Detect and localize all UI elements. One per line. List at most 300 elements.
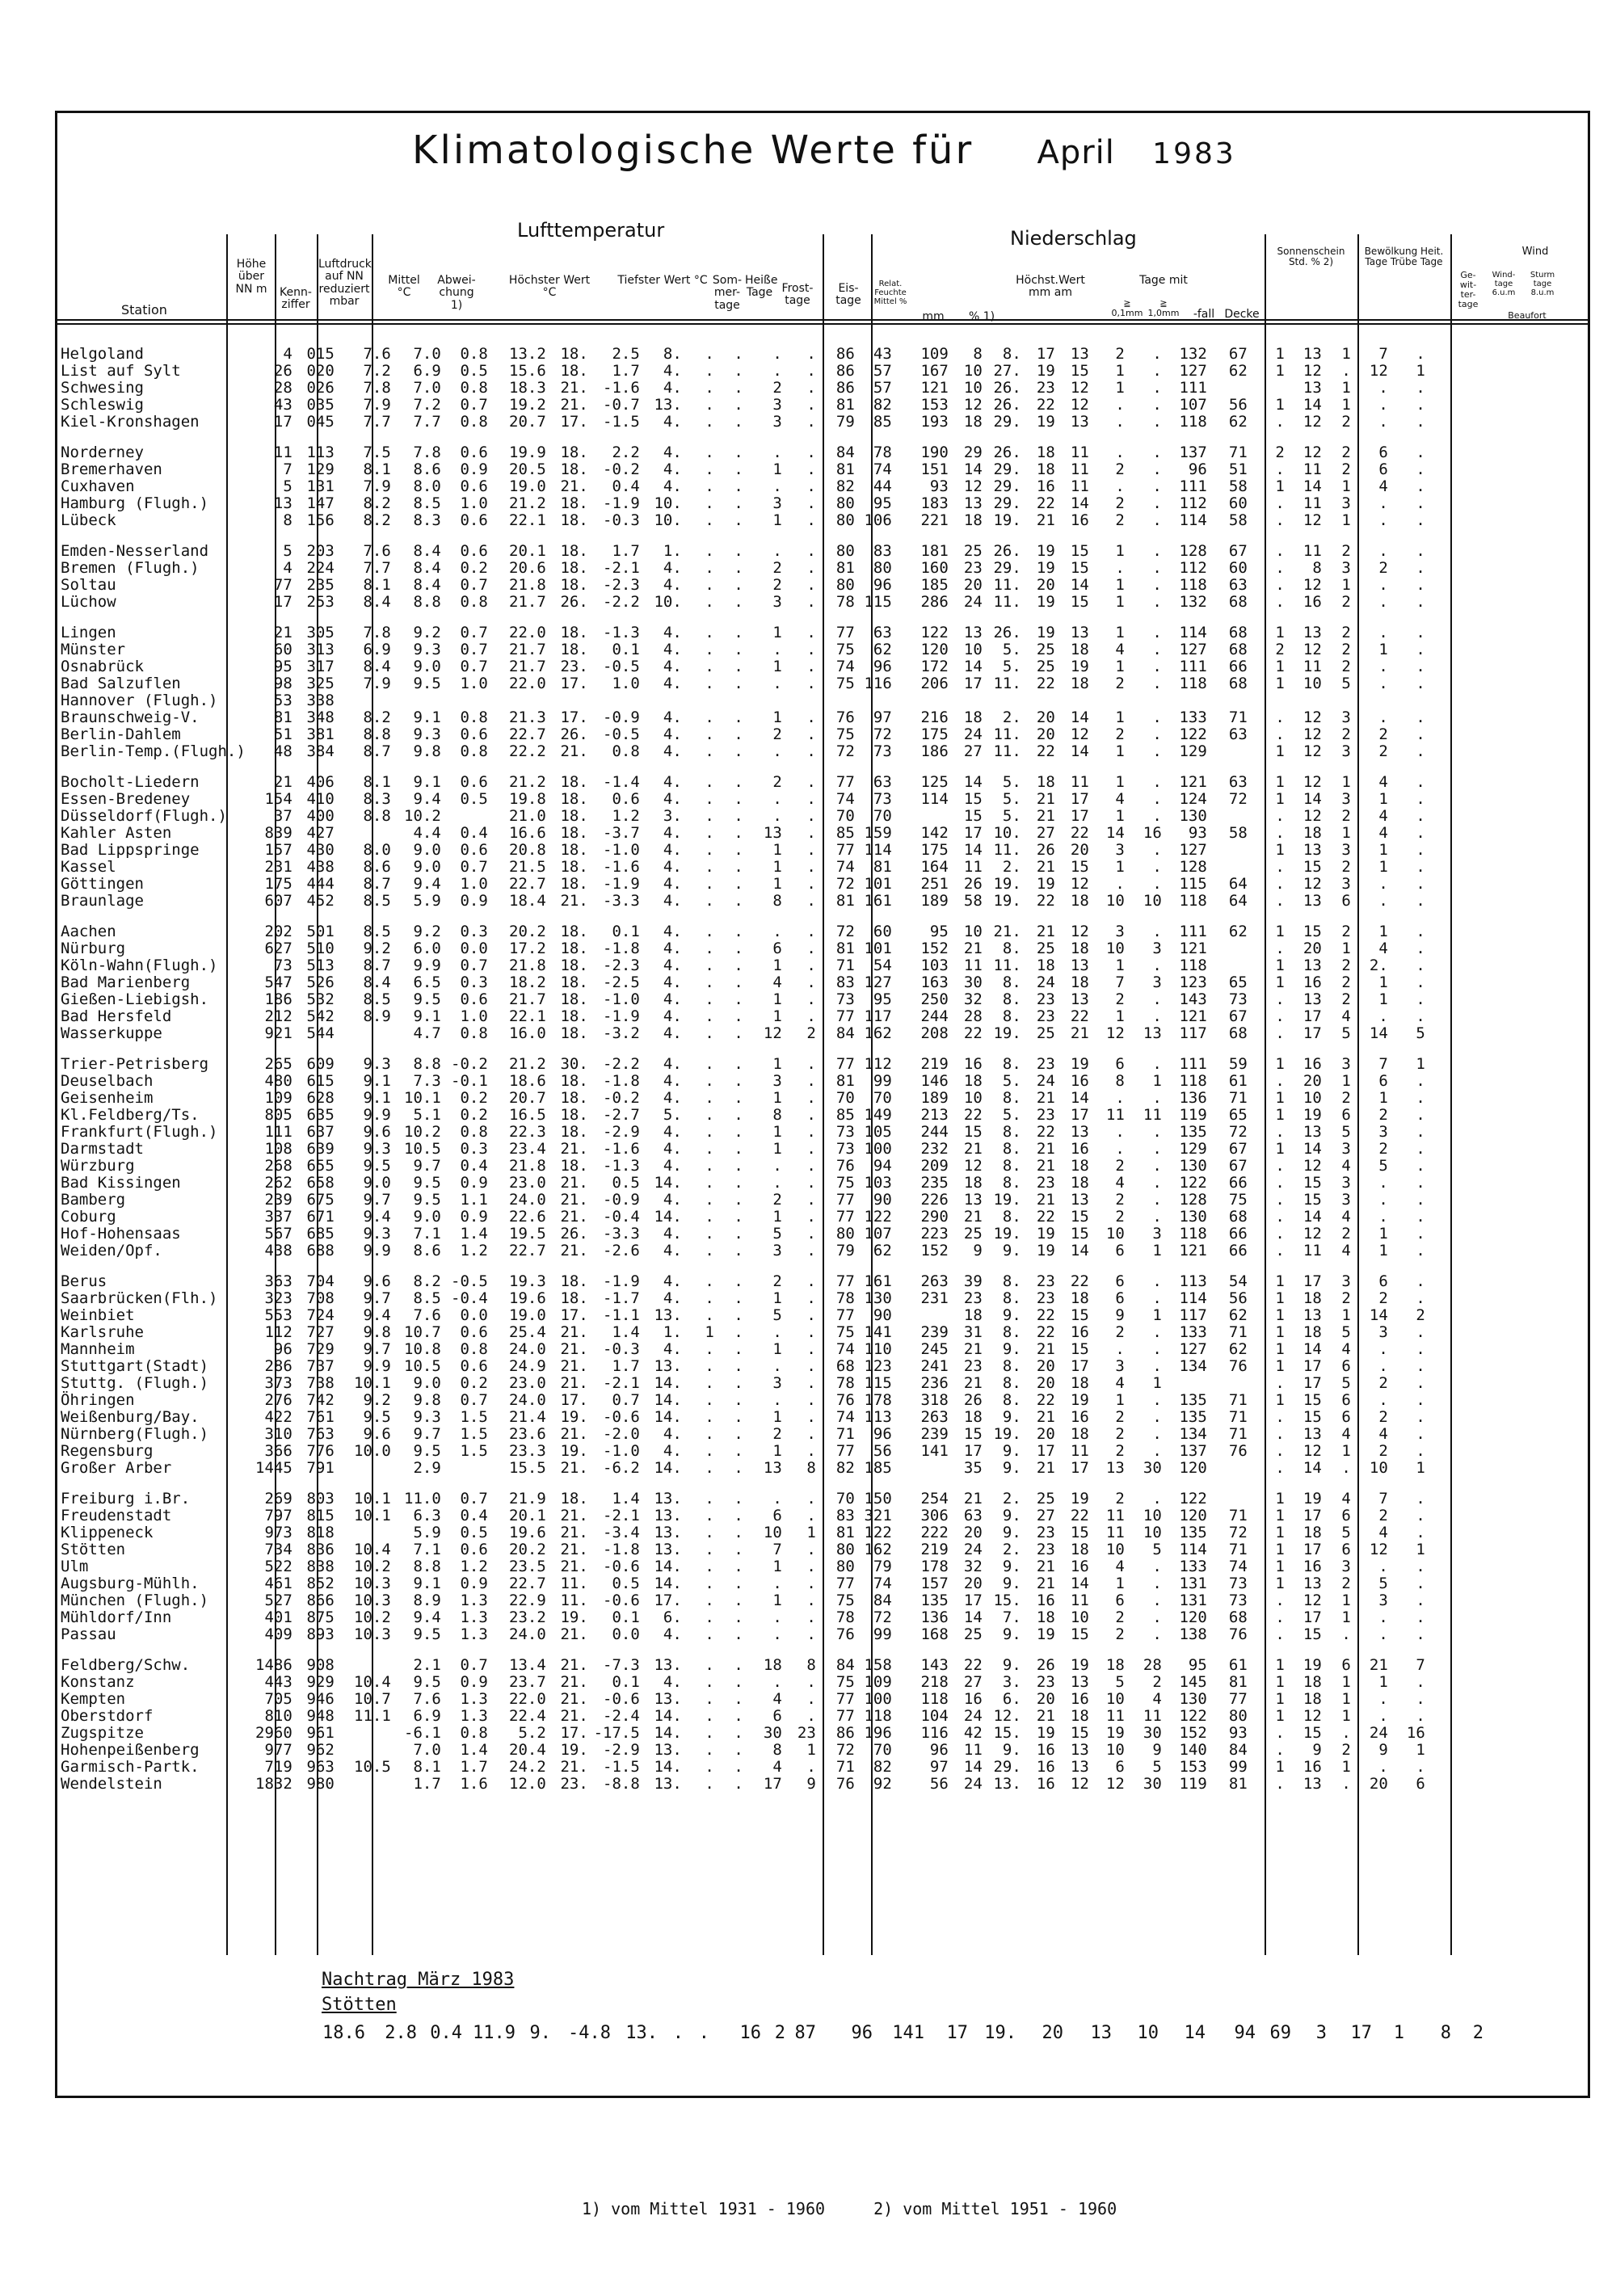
station-name: Lingen <box>61 624 116 641</box>
table-cell: 9.5 <box>413 990 441 1008</box>
table-cell: 12 <box>1070 875 1089 893</box>
table-cell: 6.9 <box>413 362 441 380</box>
table-cell: . <box>1152 542 1162 560</box>
table-cell: 14 <box>1070 1242 1089 1259</box>
table-cell: 22.0 <box>509 675 546 692</box>
station-name: Kl.Feldberg/Ts. <box>61 1106 200 1124</box>
table-cell: . <box>734 444 743 461</box>
table-cell: 5 <box>1378 1157 1388 1175</box>
table-cell: 4. <box>663 1225 682 1243</box>
table-cell: 100 <box>864 1690 892 1708</box>
table-cell: 19. <box>560 1442 588 1460</box>
table-cell: 607 <box>264 892 292 910</box>
table-cell: 8. <box>1002 990 1021 1008</box>
table-row <box>61 594 1425 611</box>
table-cell: 3 <box>1341 875 1351 893</box>
table-cell: 9.5 <box>413 1442 441 1460</box>
table-cell: . <box>806 1191 816 1209</box>
table-cell: 977 <box>264 1741 292 1759</box>
table-cell: 262 <box>264 1174 292 1192</box>
table-cell: . <box>772 477 782 495</box>
table-cell: . <box>1275 593 1285 611</box>
table-cell: 58 <box>1228 511 1248 529</box>
table-cell: 20 <box>963 576 983 594</box>
table-cell: 6.0 <box>413 940 441 957</box>
table-cell <box>983 692 1021 709</box>
table-cell: . <box>772 790 782 808</box>
table-row <box>61 461 1425 478</box>
table-cell: 3 <box>772 1072 782 1090</box>
table-cell: 0.0 <box>460 1306 488 1324</box>
table-cell: 12 <box>1302 742 1322 760</box>
table-cell: . <box>806 824 816 842</box>
climate-table <box>61 346 1425 1793</box>
table-cell: 19 <box>1302 1490 1322 1508</box>
station-name: Coburg <box>61 1208 116 1226</box>
table-cell: 2 <box>1341 725 1351 743</box>
table-cell: . <box>1378 892 1388 910</box>
table-cell: . <box>1152 807 1162 825</box>
table-cell: 75 <box>835 1174 855 1192</box>
table-cell: 99 <box>1228 1758 1248 1776</box>
table-cell: 15 <box>1302 1625 1322 1643</box>
table-cell: 21 <box>1036 923 1055 940</box>
table-cell: . <box>1416 1157 1425 1175</box>
station-name: Hamburg (Flugh.) <box>61 494 209 512</box>
table-cell: 317 <box>306 658 335 675</box>
table-cell: 4. <box>663 1272 682 1290</box>
table-cell: 13.2 <box>509 345 546 363</box>
table-cell: 0.1 <box>612 641 640 658</box>
table-cell: 4. <box>663 641 682 658</box>
table-cell: . <box>772 1157 782 1175</box>
table-cell: 4. <box>663 1024 682 1042</box>
footnotes <box>582 2199 1155 2218</box>
table-cell: -0.4 <box>451 1289 488 1307</box>
table-cell: 19.6 <box>509 1524 546 1541</box>
table-cell: 115 <box>1179 875 1207 893</box>
table-cell: 14 <box>1302 1340 1322 1358</box>
station-name: Kiel-Kronshagen <box>61 413 200 431</box>
table-cell: . <box>734 709 743 726</box>
table-cell: 18. <box>560 923 588 940</box>
table-cell: 2 <box>1341 413 1351 431</box>
table-cell: . <box>1152 593 1162 611</box>
table-cell: 26 <box>1036 841 1055 859</box>
table-cell: 60 <box>1228 494 1248 512</box>
table-cell <box>335 1657 391 1674</box>
table-cell: 8. <box>1002 1208 1021 1226</box>
table-cell: 14 <box>1302 790 1322 808</box>
table-cell: . <box>1378 413 1388 431</box>
table-cell: 125 <box>920 773 949 791</box>
table-cell: 21 <box>1036 1140 1055 1158</box>
table-cell: . <box>1152 1592 1162 1609</box>
table-cell: 23 <box>1036 1174 1055 1192</box>
table-row <box>61 560 1425 577</box>
table-cell: 90 <box>873 1306 892 1324</box>
table-cell: 80 <box>835 1558 855 1575</box>
header-station: Station <box>121 302 167 317</box>
table-cell: 17.2 <box>509 940 546 957</box>
table-cell: 5 <box>1152 1758 1162 1776</box>
table-cell: 115 <box>864 593 892 611</box>
table-cell: 8. <box>1002 345 1021 363</box>
table-cell: 0.2 <box>460 1089 488 1107</box>
table-cell: 2 <box>772 379 782 397</box>
table-cell: . <box>734 396 743 414</box>
table-cell: 6 <box>1115 1592 1125 1609</box>
table-cell: 1 <box>1275 1690 1285 1708</box>
table-cell: 12 <box>1302 511 1322 529</box>
table-cell: 1 <box>1378 858 1388 876</box>
nachtrag-cell: 13 <box>1090 2023 1112 2043</box>
table-cell: 8.2 <box>363 709 391 726</box>
table-cell: . <box>772 923 782 940</box>
table-cell: . <box>1115 1140 1125 1158</box>
table-cell: 111 <box>1179 658 1207 675</box>
table-cell: 7 <box>1115 973 1125 991</box>
table-cell: 145 <box>1179 1673 1207 1691</box>
table-cell: 14 <box>1302 1459 1322 1477</box>
table-cell <box>892 692 949 709</box>
table-cell: 15 <box>1070 1208 1089 1226</box>
table-cell: 152 <box>920 1242 949 1259</box>
nachtrag-cell: 0.4 <box>430 2023 462 2043</box>
table-cell: 23 <box>1036 1541 1055 1558</box>
table-cell: 1 <box>1275 675 1285 692</box>
table-cell: . <box>705 1157 714 1175</box>
table-cell: 4. <box>663 362 682 380</box>
station-name: Norderney <box>61 444 144 461</box>
table-cell: 2 <box>1341 593 1351 611</box>
table-cell: . <box>1275 1408 1285 1426</box>
table-cell: 13. <box>654 1775 682 1793</box>
table-cell: 1 <box>772 1442 782 1460</box>
table-cell <box>488 692 546 709</box>
table-cell: 24.0 <box>509 1191 546 1209</box>
table-cell: . <box>705 559 714 577</box>
table-cell: 19. <box>560 1741 588 1759</box>
table-cell: 791 <box>306 1459 335 1477</box>
table-cell: 10. <box>654 593 682 611</box>
table-cell: 0.2 <box>460 1106 488 1124</box>
table-cell: 23 <box>797 1724 816 1742</box>
table-cell: 3 <box>1341 1055 1351 1073</box>
table-cell: . <box>806 1592 816 1609</box>
table-cell: . <box>705 1741 714 1759</box>
table-cell: 11 <box>1105 1707 1125 1725</box>
table-cell: 2 <box>772 1191 782 1209</box>
table-cell: 6.9 <box>363 641 391 658</box>
table-cell: 815 <box>306 1507 335 1524</box>
table-cell: 0.2 <box>460 559 488 577</box>
table-cell: 1.0 <box>612 675 640 692</box>
table-cell: 0.1 <box>612 923 640 940</box>
table-cell: 9. <box>1002 1507 1021 1524</box>
table-cell: 11 <box>963 858 983 876</box>
table-cell: 19.5 <box>509 1225 546 1243</box>
table-cell: 17 <box>1302 1272 1322 1290</box>
table-cell: 20 <box>1036 709 1055 726</box>
table-cell <box>949 692 983 709</box>
table-cell: 0.9 <box>460 1208 488 1226</box>
station-name: Feldberg/Schw. <box>61 1656 191 1674</box>
table-cell: 28 <box>1143 1656 1162 1674</box>
table-cell: 13 <box>1070 1741 1089 1759</box>
table-cell: . <box>1416 790 1425 808</box>
table-cell: 73 <box>1228 1575 1248 1592</box>
table-cell: 4. <box>663 824 682 842</box>
table-cell: 15 <box>1302 858 1322 876</box>
table-cell: 5. <box>1002 641 1021 658</box>
table-cell: -0.5 <box>603 658 640 675</box>
table-cell: 708 <box>306 1289 335 1307</box>
table-cell: . <box>1152 858 1162 876</box>
table-row <box>61 825 1425 842</box>
table-cell: 1 <box>1115 1575 1125 1592</box>
table-cell: 035 <box>306 396 335 414</box>
table-cell: 121 <box>1179 773 1207 791</box>
table-cell: -2.1 <box>603 1507 640 1524</box>
table-cell: 84 <box>1228 1741 1248 1759</box>
table-cell: . <box>705 379 714 397</box>
table-cell: . <box>1416 345 1425 363</box>
table-cell: 1 <box>806 1524 816 1541</box>
table-cell: 76 <box>1228 1357 1248 1375</box>
table-cell: 85 <box>835 1106 855 1124</box>
table-cell: 16 <box>1036 477 1055 495</box>
table-cell: 501 <box>306 923 335 940</box>
table-cell: 8.5 <box>413 494 441 512</box>
table-cell: 1 <box>1275 477 1285 495</box>
table-cell: 9.2 <box>363 1391 391 1409</box>
header-pressure: Luftdruck auf NN reduziert mbar <box>318 258 372 309</box>
table-cell: 8. <box>1002 1055 1021 1073</box>
table-cell: 31 <box>963 1323 983 1341</box>
table-cell: 5. <box>1002 773 1021 791</box>
table-cell: 78 <box>835 1374 855 1392</box>
table-cell: 4. <box>663 725 682 743</box>
table-cell: 20.1 <box>509 542 546 560</box>
table-cell: 1 <box>1416 362 1425 380</box>
table-cell: . <box>806 559 816 577</box>
table-cell: 114 <box>1179 1541 1207 1558</box>
table-cell: . <box>1416 1391 1425 1409</box>
table-cell: 14 <box>1070 742 1089 760</box>
table-cell: 18 <box>1070 1541 1089 1558</box>
table-cell: 18 <box>1036 444 1055 461</box>
table-cell: 2.5 <box>612 345 640 363</box>
table-cell: 0.3 <box>460 923 488 940</box>
table-cell: 4 <box>1341 1425 1351 1443</box>
table-cell: 76 <box>835 1157 855 1175</box>
table-cell: . <box>705 675 714 692</box>
table-cell: 10 <box>1105 1690 1125 1708</box>
table-cell: 21. <box>560 1323 588 1341</box>
nachtrag-cell: 9. <box>529 2023 551 2043</box>
table-cell: 81 <box>835 460 855 478</box>
table-cell: 24.0 <box>509 1391 546 1409</box>
table-cell: 12. <box>993 1707 1021 1725</box>
table-cell: 29. <box>993 559 1021 577</box>
table-cell: 18.2 <box>509 973 546 991</box>
table-cell: . <box>1378 1357 1388 1375</box>
table-cell: 99 <box>873 1072 892 1090</box>
table-cell: 438 <box>264 1242 292 1259</box>
nachtrag-cell: 87 <box>794 2023 816 2043</box>
table-cell: 58 <box>963 892 983 910</box>
table-cell: 5 <box>1341 1374 1351 1392</box>
table-cell: 26 <box>963 875 983 893</box>
table-cell: 122 <box>1179 1174 1207 1192</box>
table-cell: 1 <box>1275 624 1285 641</box>
table-cell: 24 <box>963 725 983 743</box>
table-cell: 9 <box>1115 1306 1125 1324</box>
table-cell: . <box>734 1089 743 1107</box>
table-cell: 1. <box>663 1323 682 1341</box>
table-cell: 19.9 <box>509 444 546 461</box>
table-cell: 18. <box>560 460 588 478</box>
header-d10: ≧ 1,0mm <box>1147 298 1180 319</box>
table-cell: 0.6 <box>460 511 488 529</box>
table-cell: 310 <box>264 1425 292 1443</box>
table-cell: 13 <box>1070 624 1089 641</box>
table-cell: 6 <box>1341 1408 1351 1426</box>
table-cell: 3 <box>1115 923 1125 940</box>
table-cell: . <box>1275 725 1285 743</box>
table-cell: . <box>806 624 816 641</box>
table-cell: 15 <box>1070 559 1089 577</box>
table-cell: 12 <box>1070 396 1089 414</box>
table-cell: 28 <box>273 379 292 397</box>
table-cell: 1 <box>1115 773 1125 791</box>
table-cell: . <box>734 593 743 611</box>
table-cell: 22 <box>963 1106 983 1124</box>
table-cell: 167 <box>920 362 949 380</box>
table-cell: 137 <box>1179 1442 1207 1460</box>
table-cell: 93 <box>1188 824 1207 842</box>
station-name: Bad Marienberg <box>61 973 191 991</box>
table-cell: 153 <box>920 396 949 414</box>
table-cell <box>441 1460 488 1477</box>
table-cell: 18 <box>963 1072 983 1090</box>
header-precip-max: Höchst.Wert mm am <box>1016 274 1085 300</box>
table-cell: . <box>734 1758 743 1776</box>
table-cell: . <box>734 1072 743 1090</box>
station-name: Bremen (Flugh.) <box>61 559 200 577</box>
table-cell: 321 <box>864 1507 892 1524</box>
table-cell: 235 <box>920 1174 949 1192</box>
table-cell: 23.3 <box>509 1442 546 1460</box>
table-cell: 4 <box>772 1690 782 1708</box>
table-cell: 18 <box>1036 957 1055 974</box>
table-cell <box>335 1776 391 1793</box>
table-cell: 1 <box>1341 1707 1351 1725</box>
table-cell: 164 <box>920 858 949 876</box>
table-cell: . <box>734 1174 743 1192</box>
table-cell: 21.3 <box>509 709 546 726</box>
table-cell: . <box>1378 1007 1388 1025</box>
station-name: Bad Lippspringe <box>61 841 200 859</box>
table-cell: 71 <box>1228 1507 1248 1524</box>
table-cell: 5 <box>1341 1323 1351 1341</box>
table-cell: 83 <box>873 542 892 560</box>
table-cell: 0.8 <box>460 593 488 611</box>
table-cell: 1 <box>1275 362 1285 380</box>
table-row <box>61 1776 1425 1793</box>
table-row <box>61 658 1425 675</box>
table-cell: 4 <box>1378 1425 1388 1443</box>
table-cell: 443 <box>264 1673 292 1691</box>
table-cell: . <box>734 460 743 478</box>
table-cell: 893 <box>306 1625 335 1643</box>
table-cell: 9. <box>1002 1459 1021 1477</box>
table-cell: . <box>734 559 743 577</box>
table-cell: 1 <box>1275 1575 1285 1592</box>
table-cell: 67 <box>1228 345 1248 363</box>
header-deviation: Abwei-chung 1) <box>437 274 476 312</box>
table-cell: 4. <box>663 841 682 859</box>
table-cell: 9.4 <box>413 790 441 808</box>
table-cell: 0.6 <box>460 841 488 859</box>
table-cell: 23 <box>1036 1007 1055 1025</box>
table-cell: 56 <box>1228 1289 1248 1307</box>
table-cell: 9.9 <box>363 1106 391 1124</box>
table-cell: 19. <box>993 511 1021 529</box>
table-row <box>61 1592 1425 1609</box>
table-cell: . <box>1275 1007 1285 1025</box>
table-cell: 21.0 <box>509 807 546 825</box>
table-cell: . <box>705 396 714 414</box>
table-cell: . <box>1416 742 1425 760</box>
table-cell: 14 <box>1105 824 1125 842</box>
table-cell: 1 <box>1378 1225 1388 1243</box>
table-cell: . <box>1416 511 1425 529</box>
table-cell: 221 <box>920 511 949 529</box>
header-code: Kenn-ziffer <box>280 286 312 312</box>
table-cell: . <box>705 494 714 512</box>
table-row <box>61 346 1425 363</box>
table-cell: 13. <box>993 1775 1021 1793</box>
table-cell: 60 <box>1228 559 1248 577</box>
table-cell: 6 <box>772 940 782 957</box>
table-cell: 0.3 <box>460 973 488 991</box>
table-cell: 8 <box>772 1741 782 1759</box>
table-cell: 5 <box>772 1225 782 1243</box>
table-cell: . <box>705 709 714 726</box>
table-row <box>61 859 1425 876</box>
table-cell: 1 <box>1341 396 1351 414</box>
table-cell: 9 <box>973 1242 983 1259</box>
table-cell: 22.3 <box>509 1123 546 1141</box>
table-cell: 9.4 <box>363 1306 391 1324</box>
table-cell: -17.5 <box>593 1724 640 1742</box>
title-text: Klimatologische Werte für <box>412 128 974 173</box>
table-cell: 80 <box>835 1225 855 1243</box>
station-name: Braunschweig-V. <box>61 709 200 726</box>
table-cell: 8. <box>1002 1391 1021 1409</box>
table-cell: 172 <box>920 658 949 675</box>
table-cell: 16 <box>1143 824 1162 842</box>
table-cell: . <box>1275 858 1285 876</box>
table-cell: 26. <box>993 444 1021 461</box>
table-cell: 4. <box>663 1242 682 1259</box>
table-cell: 73 <box>835 1123 855 1141</box>
table-cell: . <box>806 957 816 974</box>
table-cell: 189 <box>920 1089 949 1107</box>
table-cell: 9.3 <box>363 1055 391 1073</box>
